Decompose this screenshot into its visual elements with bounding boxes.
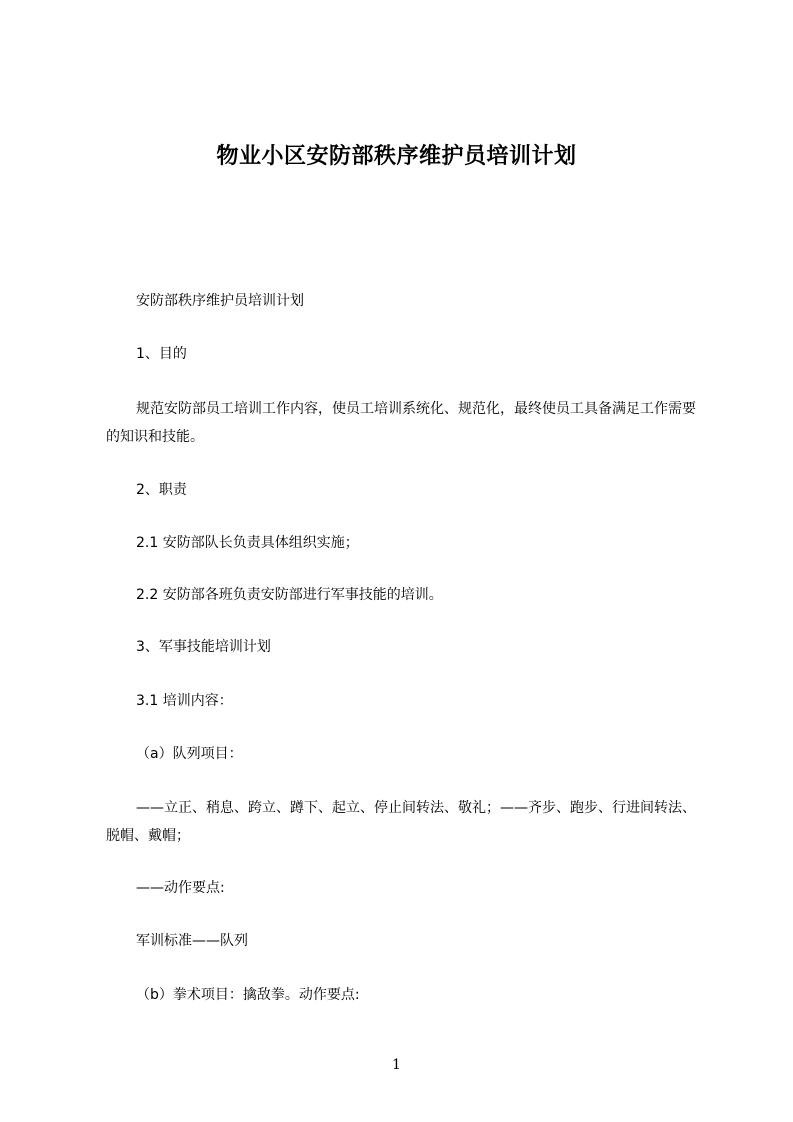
section-heading-duties: 2、职责 bbox=[136, 482, 187, 498]
paragraph-formation-items: （a）队列项目： bbox=[136, 746, 243, 762]
document-title: 物业小区安防部秩序维护员培训计划 bbox=[216, 144, 577, 169]
paragraph-training-content: 3.1 培训内容： bbox=[136, 693, 233, 709]
paragraph-purpose: 规范安防部员工培训工作内容，使员工培训系统化、规范化，最终使员工具备满足工作需要的知识和技能。 bbox=[106, 401, 696, 445]
section-heading-purpose: 1、目的 bbox=[136, 346, 187, 362]
paragraph-duty-2-1: 2.1 安防部队长负责具体组织实施； bbox=[136, 535, 359, 551]
paragraph-training-standard: 军训标准——队列 bbox=[136, 933, 248, 949]
paragraph-subtitle: 安防部秩序维护员培训计划 bbox=[136, 293, 304, 309]
paragraph-duty-2-2: 2.2 安防部各班负责安防部进行军事技能的培训。 bbox=[136, 587, 443, 603]
section-heading-military-training: 3、军事技能培训计划 bbox=[136, 639, 271, 655]
page-number: 1 bbox=[392, 1057, 401, 1073]
paragraph-formation-detail: ——立正、稍息、跨立、蹲下、起立、停止间转法、敬礼；——齐步、跑步、行进间转法、脱帽、戴帽； bbox=[106, 800, 696, 844]
paragraph-boxing-items: （b）拳术项目：擒敌拳。动作要点: bbox=[136, 987, 360, 1003]
paragraph-action-points: ——动作要点: bbox=[136, 880, 225, 896]
